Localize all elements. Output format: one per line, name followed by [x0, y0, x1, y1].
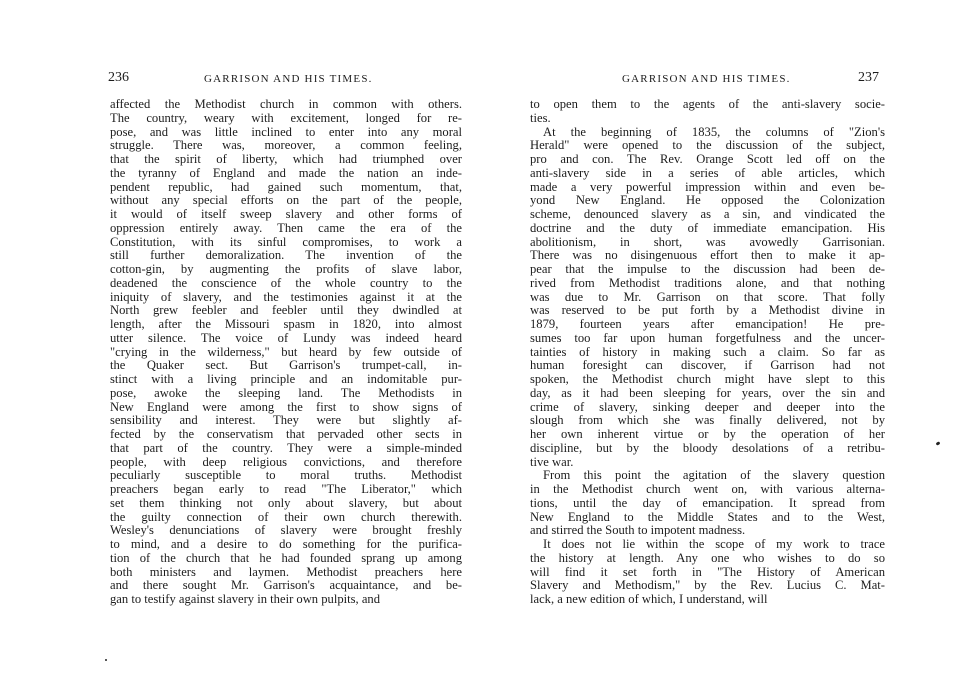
text-line: preachers began early to read "The Liberator," which	[110, 483, 462, 496]
text-line: pose, and was little inclined to enter into any moral	[110, 125, 462, 139]
text-line: It does not lie within the scope of my work to trace	[543, 538, 885, 551]
text-line: both ministers and laymen. Methodist preachers here	[110, 565, 462, 579]
text-line: in the Methodist church went on, with various alterna-	[530, 483, 885, 496]
text-line: day, as it had been sleeping for years, over the sin and	[530, 386, 885, 400]
text-line: will find it set forth in "The History of American	[530, 565, 885, 579]
text-line: Wesley's denunciations of slavery were brought freshly	[110, 524, 462, 538]
left-running-head: GARRISON AND HIS TIMES.	[204, 73, 373, 85]
text-line: was due to Mr. Garrison on that score. That folly	[530, 290, 885, 304]
text-line: crime of slavery, sinking deeper and deeper into the	[530, 400, 885, 414]
text-line: without any special efforts on the part of the people,	[110, 194, 462, 208]
text-line: the history at length. Any one who wishes to do so	[530, 551, 885, 565]
text-line: that part of the country. They were a simple-minded	[110, 441, 462, 455]
text-line: The country, weary with excitement, longed for re-	[110, 111, 462, 125]
text-line: tainties of history in making such a claim. So far as	[530, 345, 885, 359]
text-line: spoken, the Methodist church might have slept to this	[530, 373, 885, 386]
text-line: human foresight can discover, if Garrison had not	[530, 359, 885, 373]
text-line: utter silence. The voice of Lundy was indeed heard	[110, 331, 462, 345]
text-line: New England to the Middle States and to the West,	[530, 510, 885, 524]
text-line: the guilty connection of their own church therewith.	[110, 510, 462, 524]
text-line: peculiarly susceptible to moral truths. Methodist	[110, 469, 462, 483]
right-page-text	[530, 98, 885, 607]
text-line: struggle. There was, moreover, a common feeling,	[110, 139, 462, 153]
text-line: her own inherent virtue or by the operation of her	[530, 428, 885, 441]
ink-speck	[105, 659, 107, 661]
text-line: to open them to the agents of the anti-slavery socie-	[530, 98, 885, 111]
text-line: doctrine and the duty of immediate emancipation. His	[530, 221, 885, 235]
left-page-number: 236	[108, 70, 129, 85]
text-line: Constitution, with its sinful compromises, to work a	[110, 235, 462, 249]
text-line: slough from which she was finally delivered, not by	[530, 414, 885, 428]
text-line: still further demoralization. The invention of the	[110, 249, 462, 263]
text-line: scheme, denounced slavery as a sin, and vindicated the	[530, 208, 885, 221]
ink-speck	[936, 441, 941, 446]
text-line: North grew feebler and feebler until they dwindled at	[110, 304, 462, 318]
text-line: rived from Methodist traditions alone, and that nothing	[530, 276, 885, 290]
text-line: pear that the impulse to the discussion had been de-	[530, 263, 885, 276]
text-line: sensibility and interest. They were but slightly af-	[110, 414, 462, 428]
text-line: discipline, but by the bloody desolations of a retribu-	[530, 441, 885, 455]
text-line: cotton-gin, by augmenting the profits of slave labor,	[110, 263, 462, 276]
text-line: deadened the conscience of the whole country to the	[110, 276, 462, 290]
text-line: length, after the Missouri spasm in 1820, into almost	[110, 318, 462, 331]
text-line: "crying in the wilderness," but heard by few outside of	[110, 345, 462, 359]
text-line: sumes too far upon human forgetfulness and the uncer-	[530, 331, 885, 345]
text-line: and stirred the South to impotent madness.	[530, 524, 746, 538]
text-line: to mind, and a desire to do something for the purifica-	[110, 538, 462, 551]
text-line: anti-slavery side in a series of able articles, which	[530, 166, 885, 180]
text-line: that the spirit of liberty, which had triumphed over	[110, 153, 462, 166]
text-line: gan to testify against slavery in their own pulpits, and	[110, 593, 381, 606]
right-page-number: 237	[858, 70, 879, 85]
text-line: lack, a new edition of which, I understand, will	[530, 593, 768, 606]
text-line: iniquity of slavery, and the testimonies against it at the	[110, 290, 462, 304]
text-line: was reserved to be put forth by a Methodist divine in	[530, 304, 885, 318]
text-line: ties.	[530, 111, 551, 125]
text-line: tions, until the day of emancipation. It spread from	[530, 496, 885, 510]
left-page-text	[110, 98, 462, 607]
text-line: the tyranny of England and made the nation an inde-	[110, 166, 462, 180]
text-line: New England were among the first to show signs of	[110, 400, 462, 414]
text-line: There was no disingenuous effort then to make it ap-	[530, 249, 885, 263]
text-line: the Quaker sect. But Garrison's trumpet-call, in-	[110, 359, 462, 373]
text-line: affected the Methodist church in common with others.	[110, 98, 462, 111]
text-line: At the beginning of 1835, the columns of "Zion's	[543, 125, 885, 139]
text-line: From this point the agitation of the slavery question	[543, 469, 885, 483]
text-line: pro and con. The Rev. Orange Scott led off on the	[530, 153, 885, 166]
right-running-head: GARRISON AND HIS TIMES.	[622, 73, 791, 85]
text-line: fected by the conservatism that pervaded other sects in	[110, 428, 462, 441]
text-line: made a very powerful impression within and even be-	[530, 180, 885, 194]
text-line: Herald" were opened to the discussion of the subject,	[530, 139, 885, 153]
text-line: 1879, fourteen years after emancipation! He pre-	[530, 318, 885, 331]
text-line: abolitionism, in short, was avowedly Garrisonian.	[530, 235, 885, 249]
text-line: Slavery and Methodism," by the Rev. Lucius C. Mat-	[530, 579, 885, 593]
text-line: it would of itself sweep slavery and other forms of	[110, 208, 462, 221]
text-line: tive war.	[530, 455, 574, 469]
text-line: yond New England. He opposed the Colonization	[530, 194, 885, 208]
text-line: tion of the church that he had founded sprang up among	[110, 551, 462, 565]
text-line: oppression entirely away. Then came the era of the	[110, 221, 462, 235]
text-line: set them thinking not only about slavery, but about	[110, 496, 462, 510]
text-line: pose, awoke the sleeping land. The Methodists in	[110, 386, 462, 400]
text-line: and there sought Mr. Garrison's acquaintance, and be-	[110, 579, 462, 593]
text-line: stinct with a living principle and an indomitable pur-	[110, 373, 462, 386]
text-line: pendent republic, had gained such momentum, that,	[110, 180, 462, 194]
text-line: people, with deep religious convictions, and therefore	[110, 455, 462, 469]
